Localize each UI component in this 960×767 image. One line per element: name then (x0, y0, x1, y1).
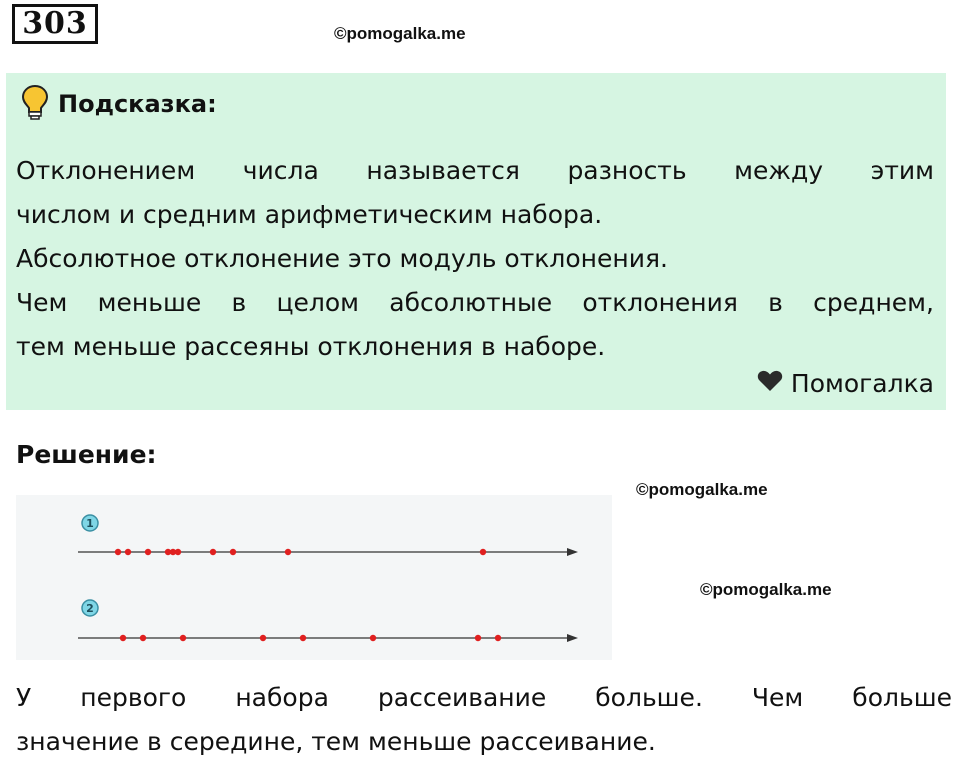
answer-text (16, 676, 952, 764)
data-point (260, 635, 266, 641)
number-lines-figure (16, 495, 612, 660)
hint-line: Отклонением числа называется разность между этим (16, 156, 934, 185)
watermark: ©pomogalka.me (334, 24, 466, 43)
data-point (115, 549, 121, 555)
data-point (180, 635, 186, 641)
lightbulb-icon (20, 84, 50, 124)
watermark: ©pomogalka.me (636, 480, 768, 499)
data-point (300, 635, 306, 641)
set-number-label: 1 (86, 517, 94, 530)
data-point (175, 549, 181, 555)
data-point (210, 549, 216, 555)
answer-line: У первого набора рассеивание больше. Чем больше (16, 683, 952, 712)
signature-text: Помогалка (790, 369, 934, 398)
data-point (140, 635, 146, 641)
set-number-label: 2 (86, 602, 94, 615)
hint-title: Подсказка: (58, 90, 217, 118)
data-point (495, 635, 501, 641)
axis-arrow (567, 634, 578, 642)
data-point (230, 549, 236, 555)
task-number: 303 (12, 4, 98, 44)
data-point (370, 635, 376, 641)
hint-line: числом и средним арифметическим набора. (16, 200, 603, 229)
hint-text (16, 149, 934, 369)
hint-box (6, 73, 946, 410)
data-point (120, 635, 126, 641)
hint-line: тем меньше рассеяны отклонения в наборе. (16, 332, 606, 361)
data-point (285, 549, 291, 555)
data-point (480, 549, 486, 555)
axis-arrow (567, 548, 578, 556)
heart-icon (757, 369, 783, 398)
answer-line: значение в середине, тем меньше рассеивание. (16, 727, 656, 756)
hint-header (20, 87, 217, 121)
data-point (125, 549, 131, 555)
solution-title: Решение: (16, 440, 157, 469)
data-point (475, 635, 481, 641)
hint-line: Чем меньше в целом абсолютные отклонения в среднем, (16, 288, 934, 317)
data-point (145, 549, 151, 555)
hint-signature (757, 369, 934, 398)
watermark: ©pomogalka.me (700, 580, 832, 599)
number-lines-svg (16, 495, 612, 660)
hint-line: Абсолютное отклонение это модуль отклонения. (16, 244, 668, 273)
